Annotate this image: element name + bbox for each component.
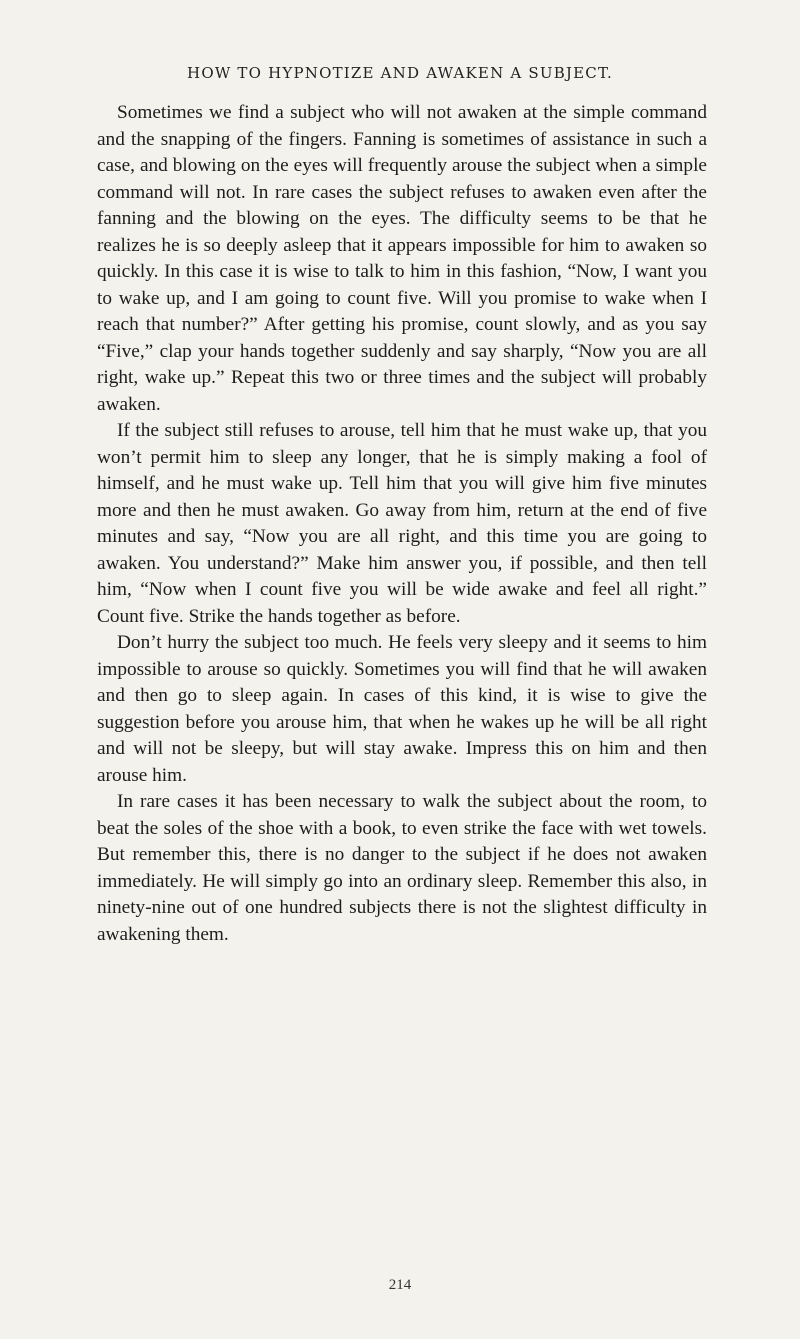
page-number: 214 (388, 1277, 412, 1293)
page-body (97, 100, 707, 948)
paragraph: Don’t hurry the subject too much. He feels very sleepy and it seems to him impossible to arouse so quickly. Sometimes you will find that he will awaken and then go to sleep again. In cases of this kind, it is wise to give the suggestion before you arouse him, that when he wakes up he will be all right and will not be sleepy, but will stay awake. Impress this on him and then arouse him. (97, 632, 707, 786)
paragraph: If the subject still refuses to arouse, tell him that he must wake up, that you won’t permit him to sleep any longer, that he is simply making a fool of himself, and he must wake up. Tell him that you will give him five minutes more and then he must awaken. Go away from him, return at the end of five minutes and say, “Now you are all right, and this time you are going to awaken. You understand?” Make him answer you, if possible, and then tell him, “Now when I count five you will be wide awake and feel all right.” Count five. Strike the hands together as before. (97, 420, 707, 627)
paragraph: In rare cases it has been necessary to walk the subject about the room, to beat the soles of the shoe with a book, to even strike the face with wet towels. But remember this, there is no danger to the subject if he does not awaken immediately. He will simply go into an ordinary sleep. Remember this also, in ninety-nine out of one hundred subjects there is not the slightest difficulty in awakening them. (97, 791, 707, 945)
paragraph: Sometimes we find a subject who will not awaken at the simple command and the snapping of the fingers. Fanning is sometimes of assistance in such a case, and blowing on the eyes will frequently arouse the subject when a simple command will not. In rare cases the subject refuses to awaken even after the fanning and the blowing on the eyes. The difficulty seems to be that he realizes he is so deeply asleep that it appears impossible for him to awaken so quickly. In this case it is wise to talk to him in this fashion, “Now, I want you to wake up, and I am going to count five. Will you promise to wake when I reach that number?” After getting his promise, count slowly, and as you say “Five,” clap your hands together suddenly and say sharply, “Now you are all right, wake up.” Repeat this two or three times and the subject will probably awaken. (97, 102, 707, 415)
running-head: HOW TO HYPNOTIZE AND AWAKEN A SUBJECT. (187, 64, 613, 82)
